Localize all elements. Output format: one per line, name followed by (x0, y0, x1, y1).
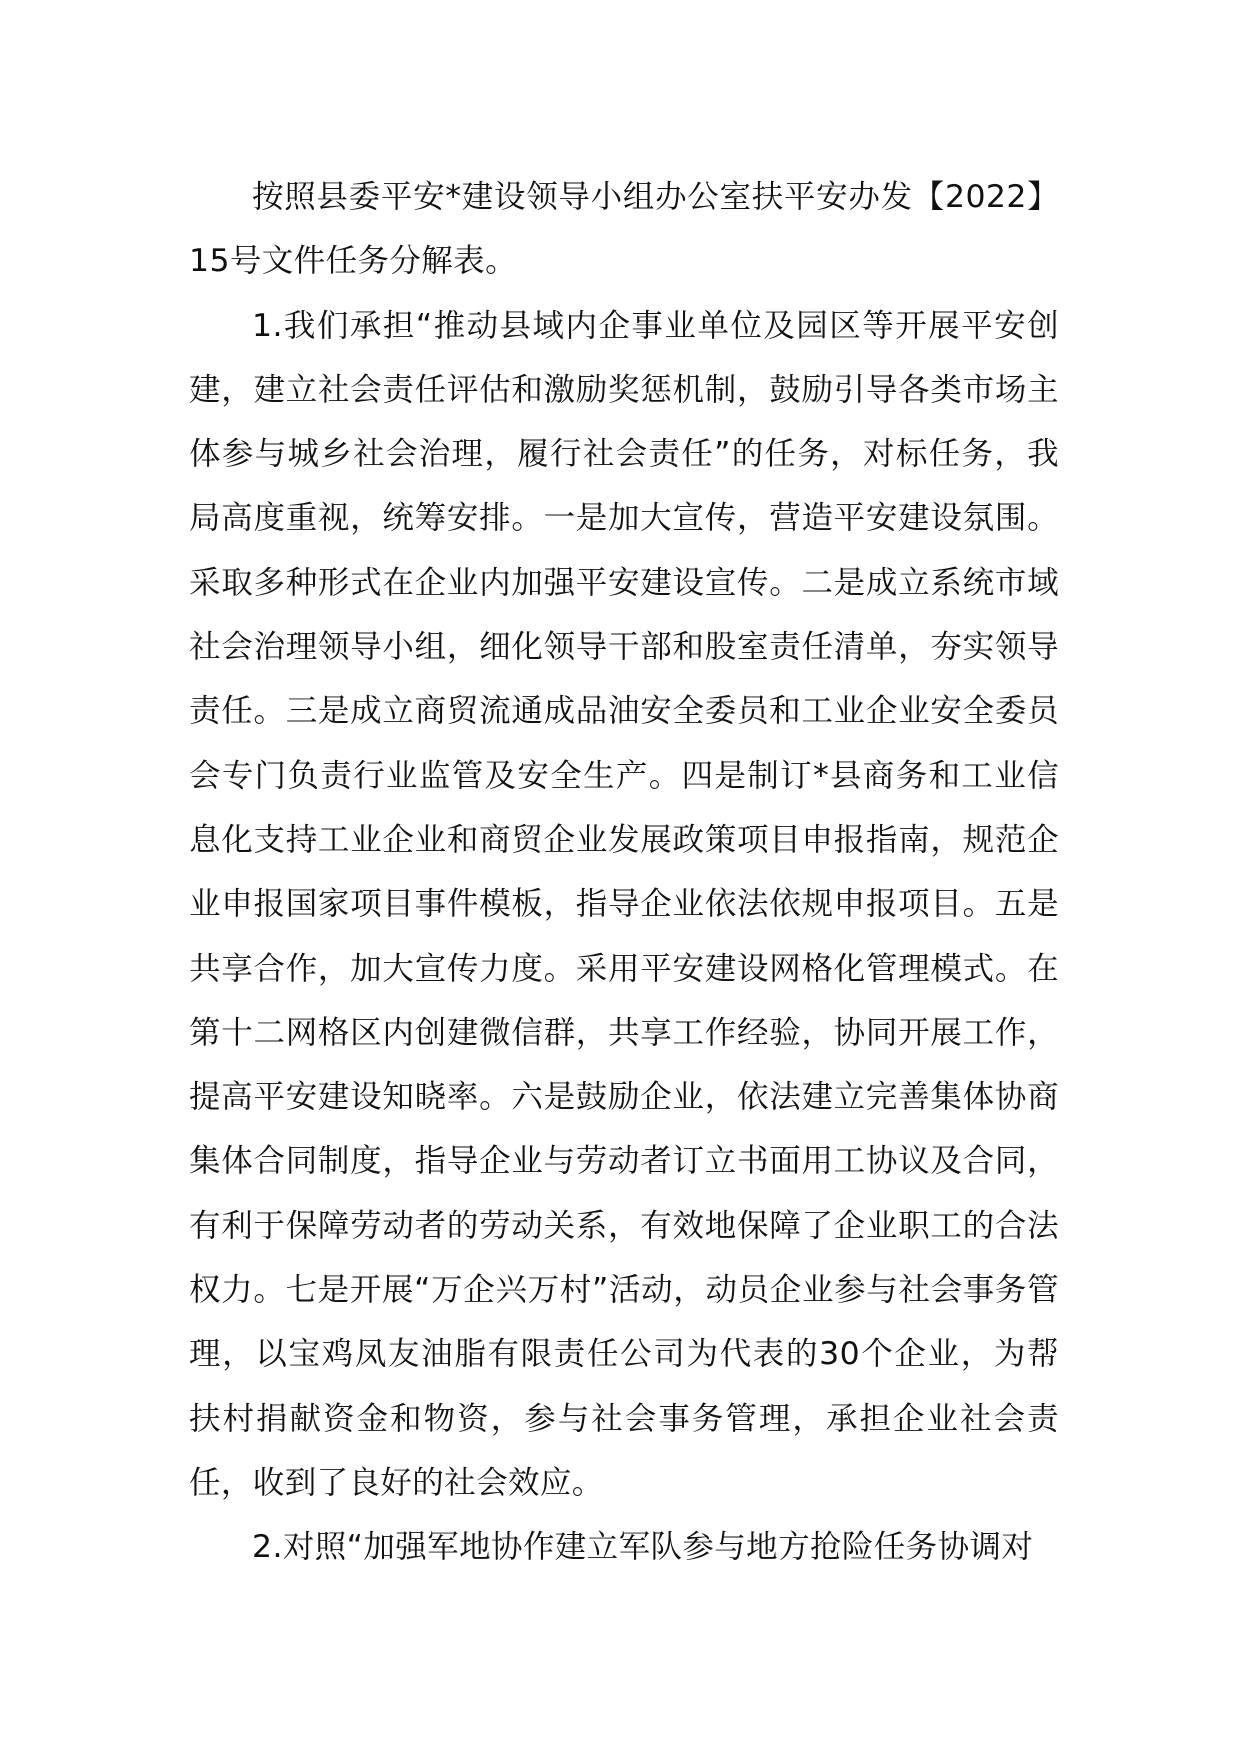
paragraph-task-1: 1.我们承担“推动县域内企事业单位及园区等开展平安创建，建立社会责任评估和激励奖惩机制，鼓励引导各类市场主体参与城乡社会治理，履行社会责任”的任务，对标任务，我局高度重视，统筹安排。一是加大宣传，营造平安建设氛围。采取多种形式在企业内加强平安建设宣传。二是成立系统市域社会治理领导小组，细化领导干部和股室责任清单，夯实领导责任。三是成立商贸流通成品油安全委员和工业企业安全委员会专门负责行业监管及安全生产。四是制订*县商务和工业信息化支持工业企业和商贸企业发展政策项目申报指南，规范企业申报国家项目事件模板，指导企业依法依规申报项目。五是共享合作，加大宣传力度。采用平安建设网格化管理模式。在第十二网格区内创建微信群，共享工作经验，协同开展工作，提高平安建设知晓率。六是鼓励企业，依法建立完善集体协商集体合同制度，指导企业与劳动者订立书面用工协议及合同，有利于保障劳动者的劳动关系，有效地保障了企业职工的合法权力。七是开展“万企兴万村”活动，动员企业参与社会事务管理，以宝鸡凤友油脂有限责任公司为代表的30个企业，为帮扶村捐献资金和物资，参与社会事务管理，承担企业社会责任，收到了良好的社会效应。 (189, 307, 1059, 1501)
document-body (189, 165, 1059, 1580)
paragraph-intro: 按照县委平安*建设领导小组办公室扶平安办发【2022】15号文件任务分解表。 (189, 179, 1059, 280)
paragraph-task-2: 2.对照“加强军地协作建立军队参与地方抢险任务协调对 (252, 1529, 1034, 1566)
